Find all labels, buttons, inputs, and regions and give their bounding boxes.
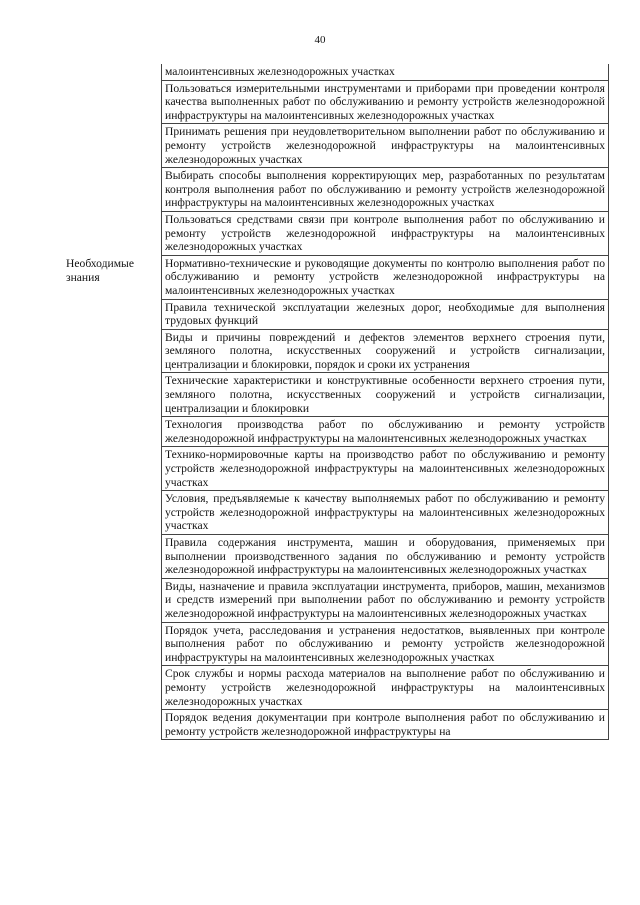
- knowledge-item: Нормативно-технические и руководящие документы по контролю выполнения работ по обслуживанию и ремонту устройств железнодорожной инфраструктуры на малоинтенсивных железнодорожных участках: [162, 255, 609, 299]
- knowledge-item: Порядок учета, расследования и устранения недостатков, выявленных при контроле выполнения работ по обслуживанию и ремонту устройств железнодорожной инфраструктуры на малоинтенсивных железнодорожных участках: [162, 622, 609, 666]
- skill-item: Пользоваться измерительными инструментами и приборами при проведении контроля качества выполненных работ по обслуживанию и ремонту устройств железнодорожной инфраструктуры на малоинтенсивных железнодорожных участках: [162, 80, 609, 124]
- knowledge-item: Правила содержания инструмента, машин и оборудования, применяемых при выполнении производственного задания по обслуживанию и ремонту устройств железнодорожной инфраструктуры на малоинтенсивных железнодорожных участках: [162, 535, 609, 579]
- skill-item: малоинтенсивных железнодорожных участках: [162, 64, 609, 80]
- knowledge-item: Порядок ведения документации при контроле выполнения работ по обслуживанию и ремонту устройств железнодорожной инфраструктуры на: [162, 710, 609, 740]
- knowledge-item: Правила технической эксплуатации железных дорог, необходимые для выполнения трудовых функций: [162, 299, 609, 329]
- knowledge-item: Условия, предъявляемые к качеству выполняемых работ по обслуживанию и ремонту устройств железнодорожной инфраструктуры на малоинтенсивных железнодорожных участках: [162, 491, 609, 535]
- knowledge-item: Технико-нормировочные карты на производство работ по обслуживанию и ремонту устройств железнодорожной инфраструктуры на малоинтенсивных железнодорожных участках: [162, 447, 609, 491]
- knowledge-item: Срок службы и нормы расхода материалов на выполнение работ по обслуживанию и ремонту устройств железнодорожной инфраструктуры на малоинтенсивных железнодорожных участках: [162, 666, 609, 710]
- skill-item: Пользоваться средствами связи при контроле выполнения работ по обслуживанию и ремонту устройств железнодорожной инфраструктуры на малоинтенсивных железнодорожных участках: [162, 211, 609, 255]
- knowledge-item: Виды и причины повреждений и дефектов элементов верхнего строения пути, земляного полотна, искусственных сооружений и устройств сигнализации, централизации и блокировки, порядок и сроки их устранения: [162, 329, 609, 373]
- table-row: [63, 255, 609, 299]
- page-number: 40: [314, 34, 326, 46]
- skills-label-cell: [63, 64, 162, 255]
- requirements-table: [63, 64, 609, 740]
- skill-item: Выбирать способы выполнения корректирующих мер, разработанных по результатам контроля выполнения работ по обслуживанию и ремонту устройств железнодорожной инфраструктуры на малоинтенсивных железнодорожных участках: [162, 168, 609, 212]
- table-row: [63, 64, 609, 80]
- skill-item: Принимать решения при неудовлетворительном выполнении работ по обслуживанию и ремонту устройств железнодорожной инфраструктуры на малоинтенсивных железнодорожных участках: [162, 124, 609, 168]
- knowledge-item: Технические характеристики и конструктивные особенности верхнего строения пути, земляного полотна, искусственных сооружений и устройств сигнализации, централизации и блокировки: [162, 373, 609, 417]
- knowledge-item: Виды, назначение и правила эксплуатации инструмента, приборов, машин, механизмов и средств измерений при выполнении работ по обслуживанию и ремонту устройств железнодорожной инфраструктуры на малоинтенсивных железнодорожных участках: [162, 578, 609, 622]
- knowledge-section-label: Необходимые знания: [63, 255, 162, 740]
- knowledge-item: Технология производства работ по обслуживанию и ремонту устройств железнодорожной инфраструктуры на малоинтенсивных железнодорожных участках: [162, 417, 609, 447]
